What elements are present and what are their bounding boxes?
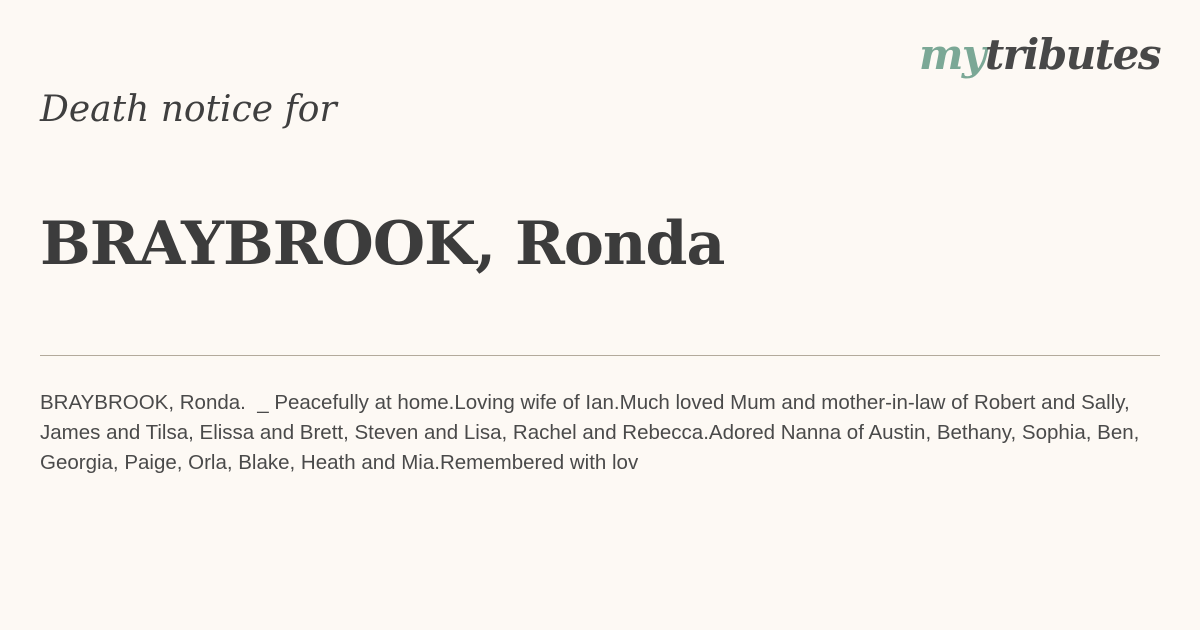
logo-prefix: my	[918, 30, 985, 79]
mytributes-logo[interactable]	[918, 30, 1160, 79]
deceased-name: BRAYBROOK, Ronda	[40, 209, 725, 279]
notice-body: BRAYBROOK, Ronda. _ Peacefully at home.Loving wife of Ian.Much loved Mum and mother-in-law of Robert and Sally, James and Tilsa, Elissa and Brett, Steven and Lisa, Rachel and Rebecca.Adored Nanna of Austin, Bethany, Sophia, Ben, Georgia, Paige, Orla, Blake, Heath and Mia.Remembered with lov	[40, 391, 1146, 474]
notice-kicker: Death notice for	[40, 89, 337, 130]
divider	[40, 355, 1160, 356]
logo-suffix: tributes	[984, 30, 1160, 79]
